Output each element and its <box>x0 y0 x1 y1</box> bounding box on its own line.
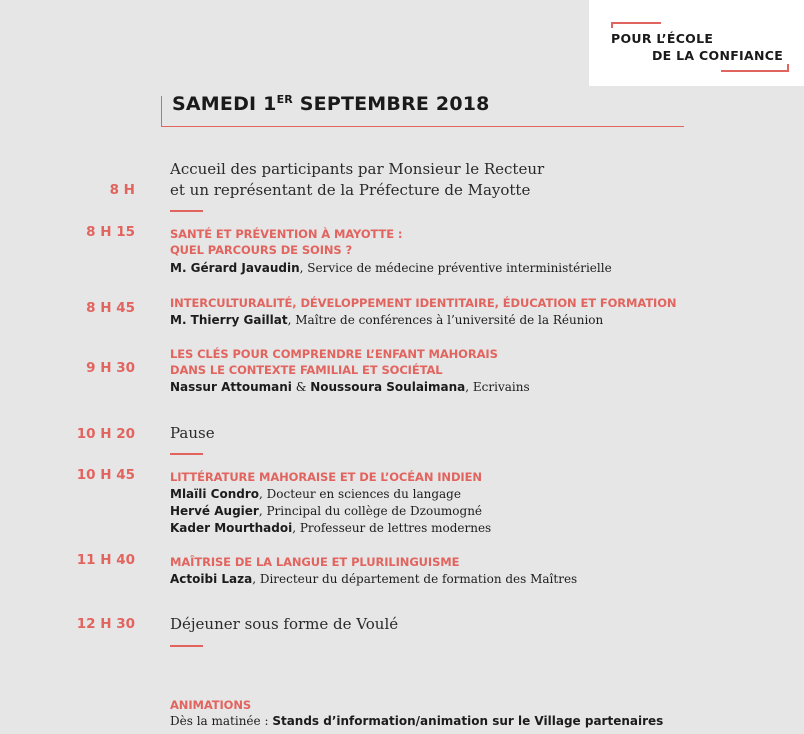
animations-text: Stands d’information/animation sur le Village partenaires <box>272 714 664 728</box>
language-title: MAÎTRISE DE LA LANGUE ET PLURILINGUISME <box>170 555 460 569</box>
logo-block <box>589 0 804 86</box>
speaker-name: M. Thierry Gaillat <box>170 313 288 327</box>
speaker-role: , Directeur du département de formation des Maîtres <box>252 572 578 586</box>
welcome-line-2: et un représentant de la Préfecture de Mayotte <box>170 181 531 199</box>
session-2-title-1: INTERCULTURALITÉ, DÉVELOPPEMENT IDENTITAIRE, ÉDUCATION ET FORMATION <box>170 296 677 310</box>
session-1-title-1: SANTÉ ET PRÉVENTION À MAYOTTE : <box>170 227 403 241</box>
page-title <box>172 93 490 115</box>
date-rest: SEPTEMBRE 2018 <box>292 93 490 115</box>
speaker-role: , Ecrivains <box>465 380 530 394</box>
welcome-line-1: Accueil des participants par Monsieur le Recteur <box>170 160 545 178</box>
session-2-speaker <box>170 312 603 329</box>
logo-line-1: POUR L’ÉCOLE <box>611 31 714 46</box>
date-superscript: ER <box>276 93 293 106</box>
time-session-2: 8 H 45 <box>86 300 135 316</box>
logo-accent-bottom-tick <box>787 64 789 72</box>
literature-speaker-3 <box>170 520 491 537</box>
logo-accent-top <box>611 22 661 24</box>
date-accent-horizontal <box>161 126 684 127</box>
time-pause: 10 H 20 <box>76 426 135 442</box>
animations-prefix: Dès la matinée : <box>170 714 273 728</box>
speaker-name: Mlaïli Condro <box>170 487 260 501</box>
speaker-name: Actoibi Laza <box>170 572 253 586</box>
time-session-3: 9 H 30 <box>86 360 135 376</box>
literature-speaker-2 <box>170 503 482 520</box>
session-1-speaker <box>170 260 612 277</box>
speaker-name: M. Gérard Javaudin <box>170 261 300 275</box>
speaker-role: , Professeur de lettres modernes <box>292 521 492 535</box>
speaker-name-2: Noussoura Soulaimana <box>310 380 466 394</box>
speaker-role: , Docteur en sciences du langage <box>259 487 461 501</box>
logo-accent-bottom <box>721 70 789 72</box>
speaker-role: , Principal du collège de Dzoumogné <box>258 504 483 518</box>
logo-line-2: DE LA CONFIANCE <box>652 48 784 63</box>
speaker-role: , Maître de conférences à l’université de la Réunion <box>287 313 604 327</box>
speaker-role: , Service de médecine préventive interministérielle <box>299 261 612 275</box>
time-language: 11 H 40 <box>76 552 135 568</box>
session-3-speaker <box>170 379 530 396</box>
speaker-name: Hervé Augier <box>170 504 259 518</box>
pause-label: Pause <box>170 424 215 442</box>
separator <box>170 453 203 455</box>
separator <box>170 210 203 212</box>
lunch-label: Déjeuner sous forme de Voulé <box>170 615 399 633</box>
speaker-amp: & <box>291 380 311 394</box>
separator <box>170 645 203 647</box>
language-speaker <box>170 571 577 588</box>
session-3-title-2: DANS LE CONTEXTE FAMILIAL ET SOCIÉTAL <box>170 363 443 377</box>
date-accent-vertical <box>161 96 162 126</box>
speaker-name: Nassur Attoumani <box>170 380 292 394</box>
logo-accent-top-tick <box>611 22 613 28</box>
session-1-title-2: QUEL PARCOURS DE SOINS ? <box>170 243 353 257</box>
time-session-1: 8 H 15 <box>86 224 135 240</box>
animations-line <box>170 713 663 730</box>
time-literature: 10 H 45 <box>76 467 135 483</box>
speaker-name: Kader Mourthadoi <box>170 521 293 535</box>
literature-title: LITTÉRATURE MAHORAISE ET DE L’OCÉAN INDIEN <box>170 470 482 484</box>
literature-speaker-1 <box>170 486 461 503</box>
date-main: SAMEDI 1 <box>172 93 277 115</box>
animations-title: ANIMATIONS <box>170 698 252 712</box>
session-3-title-1: LES CLÉS POUR COMPRENDRE L’ENFANT MAHORAIS <box>170 347 498 361</box>
time-lunch: 12 H 30 <box>76 616 135 632</box>
time-welcome: 8 H <box>109 182 135 198</box>
